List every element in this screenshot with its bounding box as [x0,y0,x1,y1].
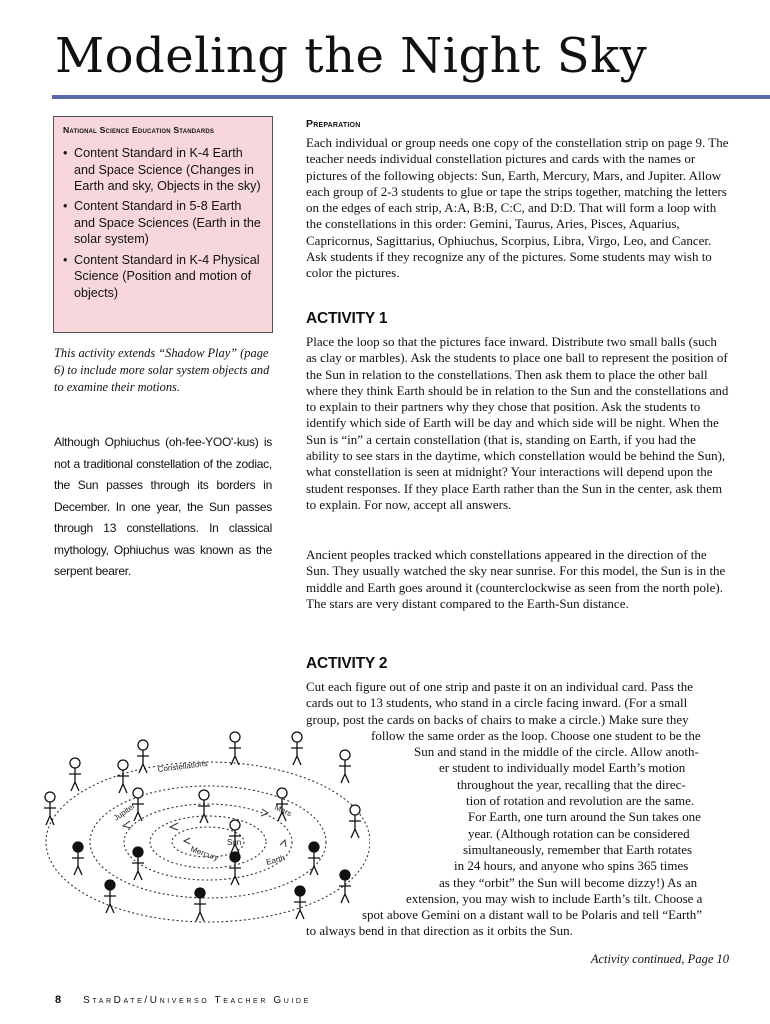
standard-item: • Content Standard in K-4 Physical Science (Position and motion of objects) [63,252,264,302]
stick-figure [117,760,129,793]
activity2-line: For Earth, one turn around the Sun takes one [468,809,701,825]
stick-figure [339,750,351,783]
stick-figure [132,788,144,821]
stick-figure-earth [229,852,241,885]
activity2-line: spot above Gemini on a distant wall to be Polaris and tell “Earth” [362,907,703,923]
activity2-line: in 24 hours, and anyone who spins 365 times [454,858,689,874]
label-jupiter: Jupiter [111,801,137,823]
activity2-line: cards out to 13 students, who stand in a circle facing inward. (For a small [306,695,688,711]
stick-figure [194,888,206,921]
jupiter-orbit [90,786,326,898]
activity2-line: Cut each figure out of one strip and paste it on an individual card. Pass the [306,679,694,694]
preparation-heading: Preparation [306,118,361,130]
activity2-line: simultaneously, remember that Earth rotates [463,841,693,857]
extends-note: This activity extends “Shadow Play” (page 6) to include more solar system objects and to examine their motions. [54,346,270,394]
guide-title: StarDate/Universo Teacher Guide [83,995,311,1006]
stick-figure-sun [229,820,241,853]
label-mars: Mars [273,802,294,819]
activity2-line: tion of rotation and revolution are the same. [466,793,695,809]
standards-list [63,145,264,301]
activity2-line: follow the same order as the loop. Choose one student to be the [371,727,701,743]
page-title: Modeling the Night Sky [55,28,648,84]
stick-figure [137,740,149,773]
activity2-heading: ACTIVITY 2 [306,655,388,672]
standards-box [53,116,273,333]
label-mercury: Mercury [189,844,220,863]
stick-figure [69,758,81,791]
preparation-text: Each individual or group needs one copy of the constellation strip on page 9. The teacher needs individual constellation pictures and cards with the names or pictures of the following objects: Sun, Earth, Mercury, Mars, and Jupiter. Allow each group of 2-3 students to glue or tape the strips together, matching the letters on the edges of each strip, A:A, B:B, C:C, and D:D. That will form a loop with the constellations in this order: Gemini, Taurus, Aries, Pisces, Aquarius, Capricornus, Sagittarius, Ophiuchus, Scorpius, Libra, Virgo, Leo, and Cancer. Ask students if they recognize any of the pictures. Some students may wish to color the pictures. [306,135,729,281]
stick-figure [132,847,144,880]
activity2-line: extension, you may wish to include Earth’s tilt. Choose a [406,890,703,906]
standard-item: • Content Standard in K-4 Earth and Space Science (Changes in Earth and sky, Objects in the sky) [63,145,264,195]
stick-figure [229,732,241,765]
standards-heading: National Science Education Standards [63,125,215,135]
label-earth: Earth [265,853,286,867]
page-number: 8 [55,994,62,1006]
activity2-line: Sun and stand in the middle of the circle. Allow anoth- [414,744,699,760]
standard-item: • Content Standard in 5-8 Earth and Space Sciences (Earth in the solar system) [63,198,264,248]
activity2-line: throughout the year, recalling that the direc- [457,776,686,792]
stick-figure [104,880,116,913]
stick-figure [291,732,303,765]
stick-figure [72,842,84,875]
activity2-line: to always bend in that direction as it orbits the Sun. [306,923,573,939]
activity1-text: Place the loop so that the pictures face inward. Distribute two small balls (such as clay or marbles). Ask the students to place one ball to represent the position of the Sun in relation to the constellations. Then ask them to place the other ball where they think Earth should be in relation to the Sun and the constellations and to explain to their partners why they chose that position. Ask the students to identify which side of Earth will be day and which side will be night. When the Sun is “in” a certain constellation (that is, standing on Earth, if you had the ability to see stars in the daytime, which constellation would be behind the Sun), what constellation is seen at midnight? Your interactions will depend upon the student responses. If they place Earth rather than the Sun in the center, ask them to explain. For now, accept all answers. [306,334,729,512]
activity2-line: group, post the cards on backs of chairs to make a circle.) Make sure they [306,711,689,727]
footer [55,994,311,1006]
label-sun: Sun [227,838,242,847]
stick-figure [308,842,320,875]
stick-figure [44,792,56,825]
earth-orbit [150,816,266,868]
activity1-heading: ACTIVITY 1 [306,310,388,327]
stick-figure [339,870,351,903]
activity1-text-2: Ancient peoples tracked which constellations appeared in the direction of the Sun. They usually watched the sky near sunrise. For this model, the Sun is in the middle and Earth goes around it (counterclockwise as seen from the north pole). The stars are very distant compared to the Earth-Sun distance. [306,547,726,611]
activity2-line: er student to individually model Earth’s motion [439,760,686,776]
mars-orbit [124,804,292,880]
ophiuchus-note: Although Ophiuchus (oh-fee-YOO'-kus) is not a traditional constellation of the zodiac, the Sun passes through its borders in December. In one year, the Sun passes through 13 constellations. In classical mythology, Ophiuchus was known as the serpent bearer. [54,435,272,578]
stick-figure [198,790,210,823]
orbit-diagram [30,725,370,940]
continued-note: Activity continued, Page 10 [590,952,729,966]
title-rule [52,95,770,99]
activity2-line: as they “orbit” the Sun will become dizzy!) As an [439,874,698,890]
stick-figure [294,886,306,919]
label-constellations: Constellations [157,758,209,774]
activity2-line: year. (Although rotation can be considered [468,825,690,841]
stick-figure [349,805,361,838]
